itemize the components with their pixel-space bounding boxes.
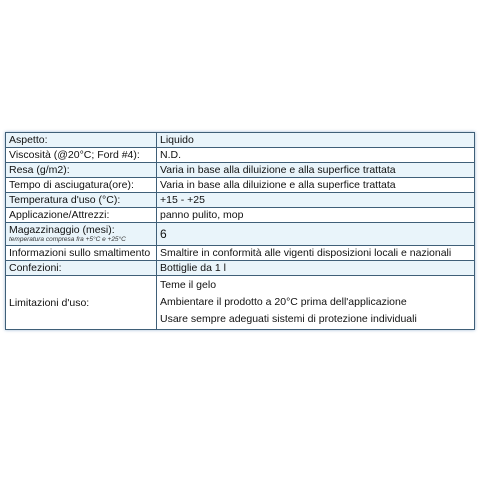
table-row-yield (6, 163, 475, 178)
row-value (157, 276, 475, 330)
table-row-storage (6, 223, 475, 246)
limit-line: Teme il gelo (160, 279, 217, 291)
storage-temperature-note: temperatura compresa fra +5°C e +25°C (9, 236, 126, 243)
row-value: Liquido (157, 133, 475, 148)
row-value: Varia in base alla diluizione e alla superfice trattata (157, 163, 475, 178)
limit-line: Usare sempre adeguati sistemi di protezione individuali (160, 313, 417, 325)
row-value: 6 (157, 223, 475, 246)
table-row-appearance (6, 133, 475, 148)
row-label: Limitazioni d'uso: (6, 276, 157, 330)
row-value: Bottiglie da 1 l (157, 261, 475, 276)
table-row-application-tools (6, 208, 475, 223)
row-value: Varia in base alla diluizione e alla superfice trattata (157, 178, 475, 193)
row-label: Resa (g/m2): (6, 163, 157, 178)
table-row-usage-limits (6, 276, 475, 330)
row-value: N.D. (157, 148, 475, 163)
limit-line: Ambientare il prodotto a 20°C prima dell'applicazione (160, 296, 407, 308)
table-row-drying-time (6, 178, 475, 193)
table-row-packaging (6, 261, 475, 276)
row-value: +15 - +25 (157, 193, 475, 208)
row-label: Applicazione/Attrezzi: (6, 208, 157, 223)
table-row-disposal (6, 246, 475, 261)
row-label (6, 223, 157, 246)
storage-label: Magazzinaggio (mesi): (9, 224, 115, 236)
row-value: panno pulito, mop (157, 208, 475, 223)
row-label: Tempo di asciugatura(ore): (6, 178, 157, 193)
row-label: Temperatura d'uso (°C): (6, 193, 157, 208)
row-label: Aspetto: (6, 133, 157, 148)
row-label: Viscosità (@20°C; Ford #4): (6, 148, 157, 163)
table-row-viscosity (6, 148, 475, 163)
table-row-use-temperature (6, 193, 475, 208)
row-label: Confezioni: (6, 261, 157, 276)
row-value: Smaltire in conformità alle vigenti disposizioni locali e nazionali (157, 246, 475, 261)
product-spec-table (5, 132, 475, 330)
row-label: Informazioni sullo smaltimento (6, 246, 157, 261)
